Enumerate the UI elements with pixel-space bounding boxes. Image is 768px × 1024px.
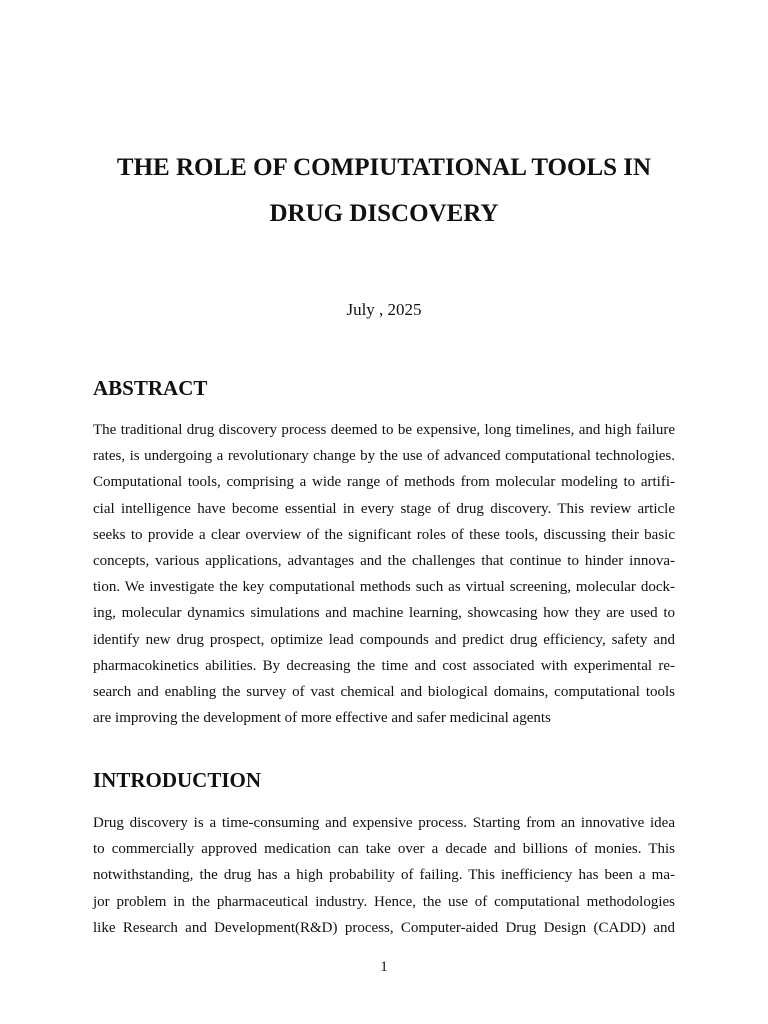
abstract-line: concepts, various applications, advantages and the challenges that continue to hinder innova-: [93, 553, 675, 570]
page-number: 1: [380, 959, 388, 975]
abstract-line: identify new drug prospect, optimize lead compounds and predict drug efficiency, safety and: [93, 631, 675, 648]
abstract-line: tion. We investigate the key computational methods such as virtual screening, molecular dock-: [93, 579, 675, 596]
introduction-heading: INTRODUCTION: [93, 768, 262, 792]
abstract-line: are improving the development of more effective and safer medicinal agents: [93, 710, 551, 727]
abstract-heading: ABSTRACT: [93, 376, 208, 400]
publication-date: July , 2025: [346, 300, 422, 319]
abstract-line: rates, is undergoing a revolutionary change by the use of advanced computational technologies.: [93, 448, 675, 465]
introduction-line: to commercially approved medication can take over a decade and billions of monies. This: [93, 841, 675, 858]
abstract-line: seeks to provide a clear overview of the significant roles of these tools, discussing their basic: [93, 526, 675, 543]
introduction-line: jor problem in the pharmaceutical industry. Hence, the use of computational methodologies: [93, 893, 675, 910]
paper-title-line-1: THE ROLE OF COMPIUTATIONAL TOOLS IN: [116, 154, 652, 181]
introduction-line: like Research and Development(R&D) process, Computer-aided Drug Design (CADD) and: [93, 919, 675, 936]
introduction-line: notwithstanding, the drug has a high probability of failing. This inefficiency has been a ma-: [93, 867, 675, 884]
abstract-line: The traditional drug discovery process deemed to be expensive, long timelines, and high failure: [93, 422, 675, 438]
introduction-line: Drug discovery is a time-consuming and expensive process. Starting from an innovative idea: [93, 815, 675, 831]
abstract-line: Computational tools, comprising a wide range of methods from molecular modeling to artifi-: [93, 474, 675, 491]
paper-title-line-2: DRUG DISCOVERY: [269, 200, 499, 227]
abstract-body: [93, 417, 675, 731]
introduction-body: [93, 810, 675, 941]
abstract-line: cial intelligence have become essential in every stage of drug discovery. This review article: [93, 500, 675, 517]
abstract-line: pharmacokinetics abilities. By decreasing the time and cost associated with experimental re-: [93, 657, 675, 674]
abstract-line: search and enabling the survey of vast chemical and biological domains, computational tools: [93, 684, 675, 701]
abstract-line: ing, molecular dynamics simulations and machine learning, showcasing how they are used to: [93, 605, 675, 622]
